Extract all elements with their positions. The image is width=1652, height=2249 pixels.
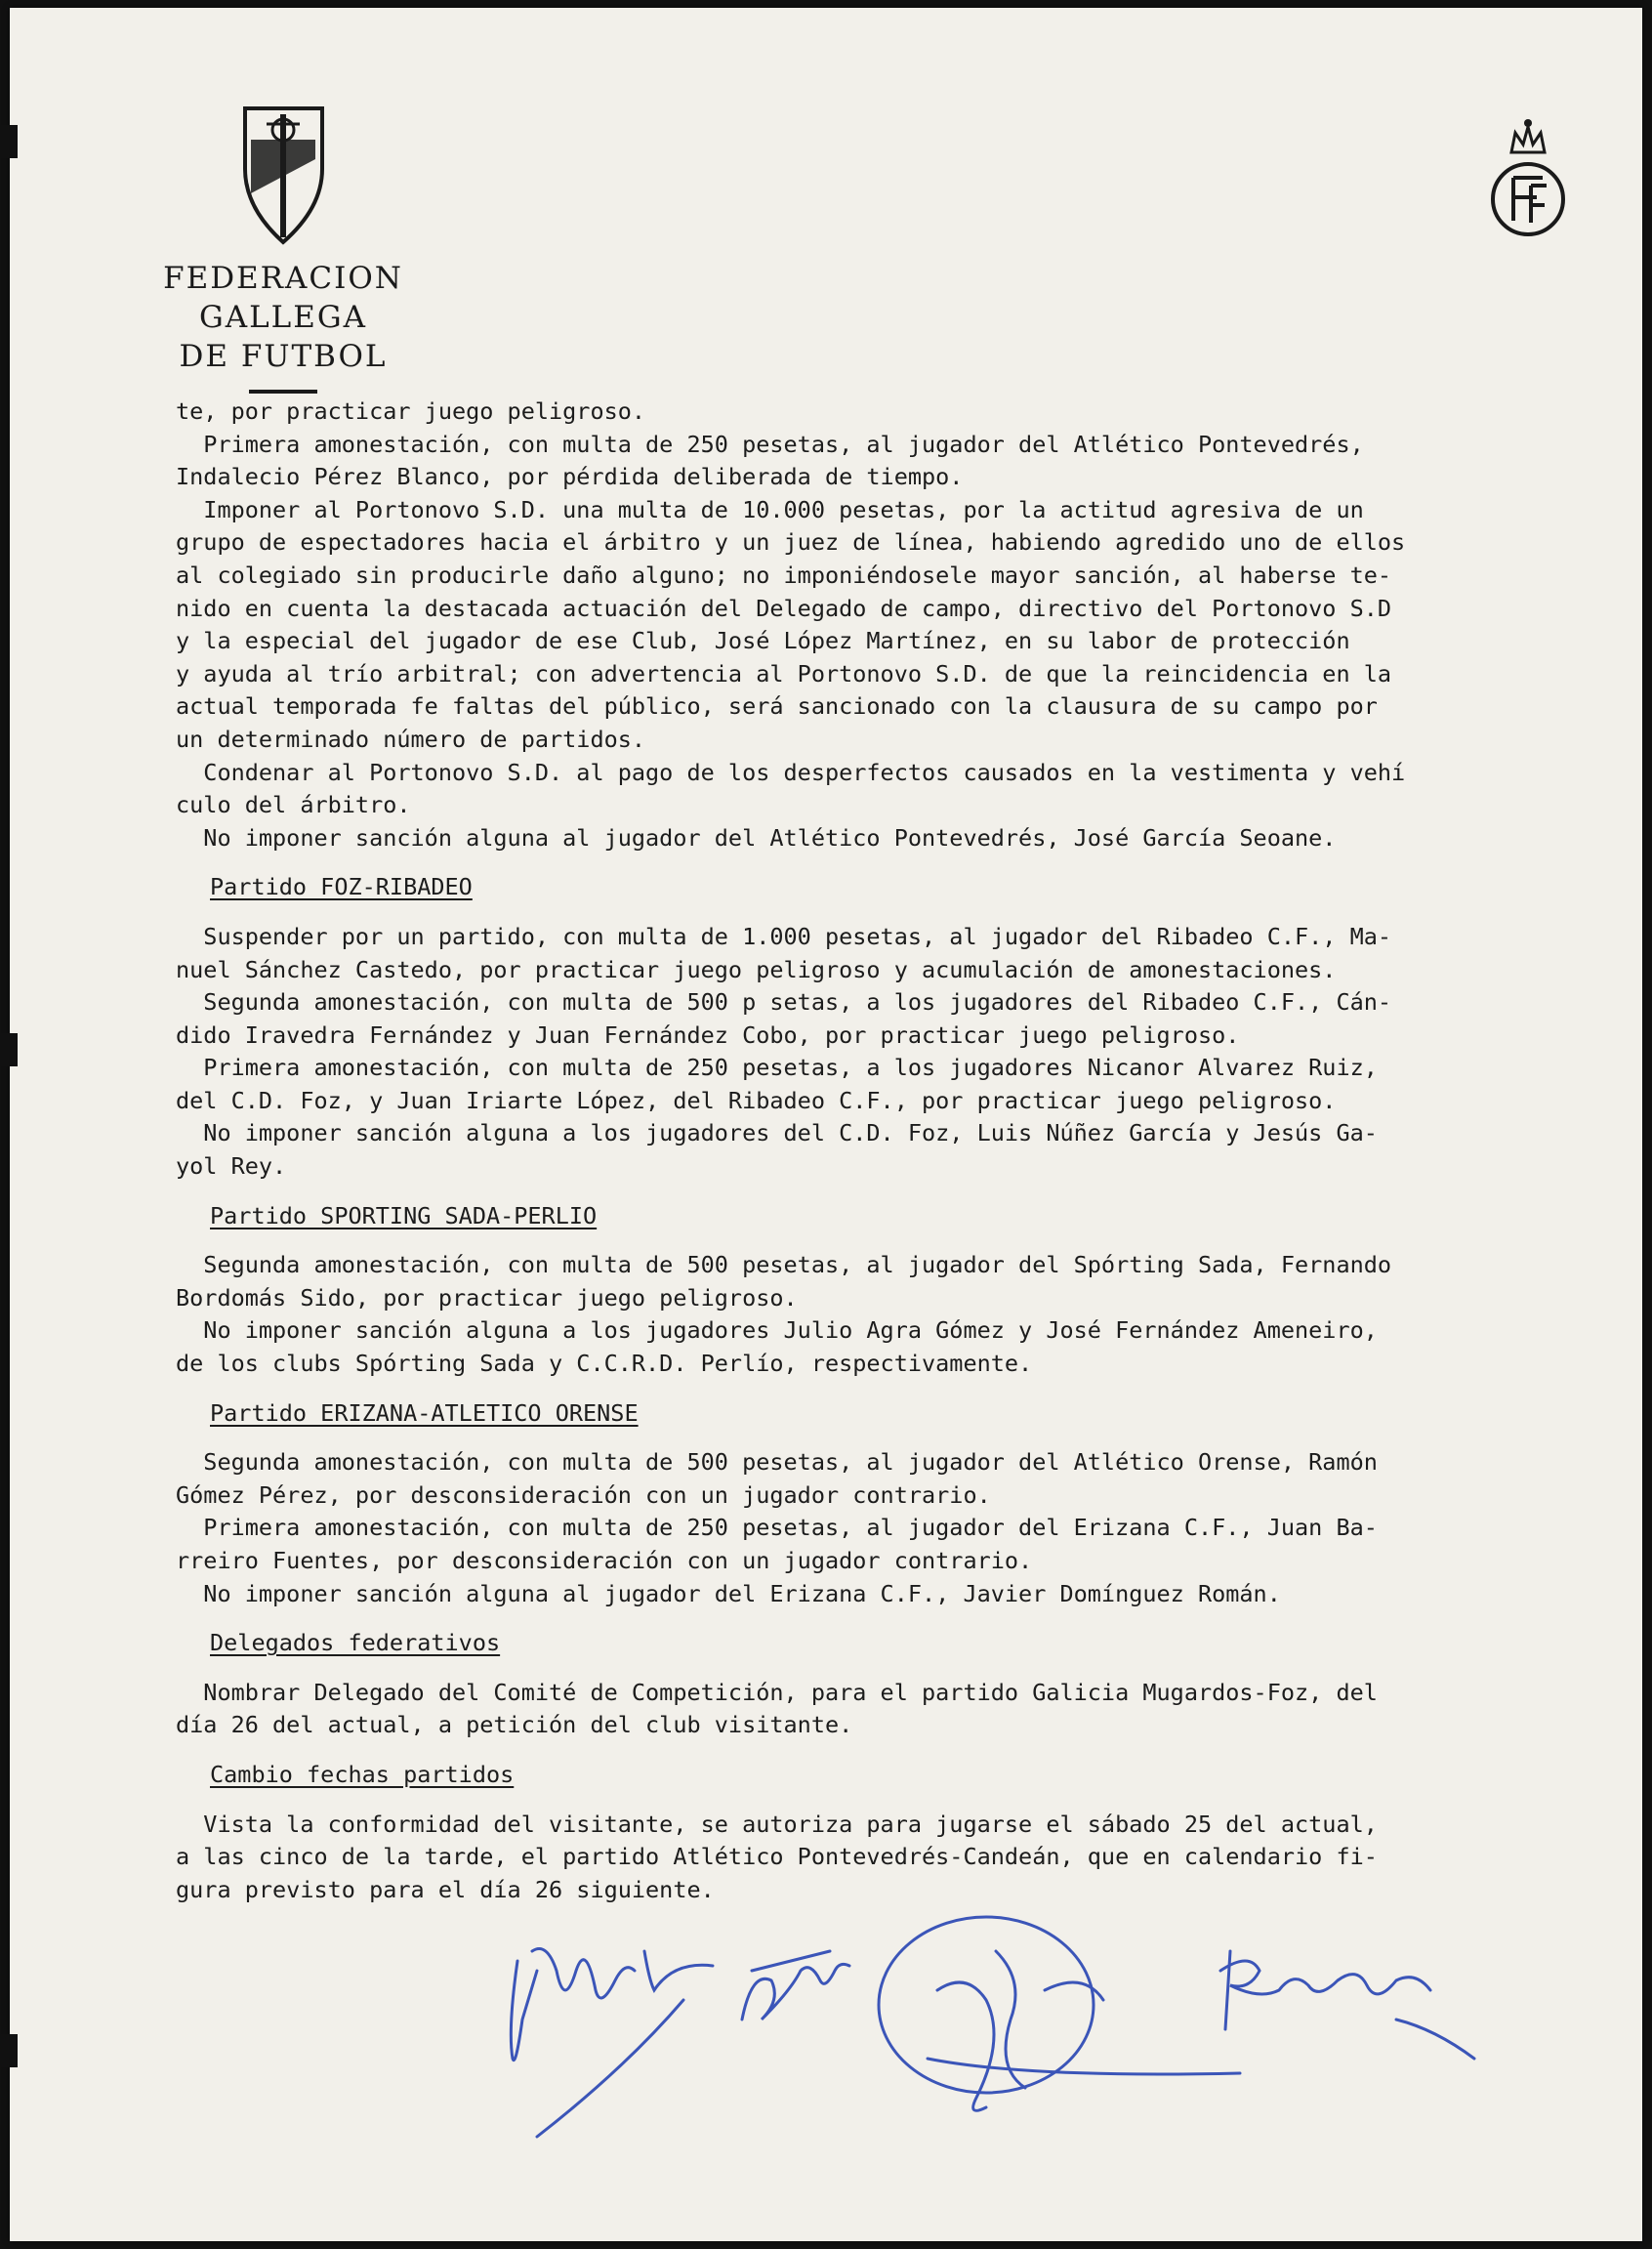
text-line: Vista la conformidad del visitante, se autoriza para jugarse el sábado 25 del actual, <box>176 1810 1378 1838</box>
paragraph-gap <box>176 1184 1611 1200</box>
text-line: rreiro Fuentes, por desconsideración con un jugador contrario. <box>176 1547 1033 1574</box>
text-line: Nombrar Delegado del Comité de Competición, para el partido Galicia Mugardos-Foz, del <box>176 1678 1378 1706</box>
paragraph-gap <box>176 1792 1611 1809</box>
text-line: culo del árbitro. <box>176 791 411 819</box>
text-line: grupo de espectadores hacia el árbitro y un juez de línea, habiendo agredido uno de ellos <box>176 528 1406 557</box>
paragraph-gap <box>176 1742 1611 1759</box>
text-line: gura previsto para el día 26 siguiente. <box>176 1875 715 1903</box>
text-line: Primera amonestación, con multa de 250 pesetas, a los jugadores Nicanor Alvarez Ruiz, <box>176 1054 1378 1082</box>
paragraph-gap <box>176 1232 1611 1249</box>
section-heading: Partido FOZ-RIBADEO <box>210 873 473 901</box>
document-page <box>10 8 1642 2241</box>
letterhead <box>78 101 488 394</box>
text-line: un determinado número de partidos. <box>176 725 646 753</box>
text-line: Suspender por un partido, con multa de 1.000 pesetas, al jugador del Ribadeo C.F., Ma- <box>176 922 1392 950</box>
text-line: te, por practicar juego peligroso. <box>176 397 646 425</box>
text-line: Primera amonestación, con multa de 250 pesetas, al jugador del Atlético Pontevedrés, <box>176 430 1364 458</box>
text-line: a las cinco de la tarde, el partido Atlético Pontevedrés-Candeán, que en calendario fi- <box>176 1843 1378 1871</box>
paragraph-gap <box>176 1430 1611 1446</box>
text-line: y ayuda al trío arbitral; con advertencia al Portonovo S.D. de que la reincidencia en la <box>176 659 1392 687</box>
scan-edge-mark <box>0 2034 18 2067</box>
section-heading: Cambio fechas partidos <box>210 1760 515 1788</box>
paragraph-gap <box>176 1610 1611 1627</box>
organization-name-line1: FEDERACION GALLEGA <box>163 261 403 335</box>
paragraph-gap <box>176 1381 1611 1397</box>
text-line: Imponer al Portonovo S.D. una multa de 10.000 pesetas, por la actitud agresiva de un <box>176 495 1364 523</box>
text-line: Bordomás Sido, por practicar juego peligroso. <box>176 1283 798 1312</box>
section-heading: Delegados federativos <box>210 1629 501 1657</box>
paragraph-gap <box>176 854 1611 871</box>
section-heading: Partido ERIZANA-ATLETICO ORENSE <box>210 1398 639 1427</box>
organization-name-line2: DE FUTBOL <box>179 339 388 374</box>
paragraph-gap <box>176 904 1611 921</box>
text-line: actual temporada fe faltas del público, será sancionado con la clausura de su campo por <box>176 692 1378 721</box>
signature-2-icon <box>742 1951 849 2020</box>
text-line: nido en cuenta la destacada actuación del Delegado de campo, directivo del Portonovo S.D <box>176 594 1392 622</box>
text-line: dido Iravedra Fernández y Juan Fernández Cobo, por practicar juego peligroso. <box>176 1020 1240 1049</box>
text-line: de los clubs Spórting Sada y C.C.R.D. Perlío, respectivamente. <box>176 1350 1033 1378</box>
text-line: Primera amonestación, con multa de 250 pesetas, al jugador del Erizana C.F., Juan Ba- <box>176 1514 1378 1542</box>
text-line: No imponer sanción alguna al jugador del Atlético Pontevedrés, José García Seoane. <box>176 823 1337 852</box>
text-line: Segunda amonestación, con multa de 500 p setas, a los jugadores del Ribadeo C.F., Cán- <box>176 988 1392 1017</box>
text-line: día 26 del actual, a petición del club visitante. <box>176 1711 853 1739</box>
text-line: yol Rey. <box>176 1152 287 1181</box>
resolution-body <box>176 396 1611 1906</box>
text-line: del C.D. Foz, y Juan Iriarte López, del Ribadeo C.F., por practicar juego peligroso. <box>176 1086 1337 1114</box>
signature-4-icon <box>1220 1951 1474 2059</box>
signatures-svg <box>478 1912 1533 2166</box>
signature-3-stamp-icon <box>879 1917 1240 2110</box>
signature-1-icon <box>511 1949 713 2138</box>
text-line: No imponer sanción alguna al jugador del Erizana C.F., Javier Domínguez Román. <box>176 1579 1281 1607</box>
section-heading: Partido SPORTING SADA-PERLIO <box>210 1201 598 1229</box>
scan-edge-mark <box>0 1033 18 1066</box>
text-line: No imponer sanción alguna a los jugadores Julio Agra Gómez y José Fernández Ameneiro, <box>176 1316 1378 1345</box>
text-line: y la especial del jugador de ese Club, José López Martínez, en su labor de protección <box>176 627 1350 655</box>
text-line: Gómez Pérez, por desconsideración con un jugador contrario. <box>176 1480 991 1509</box>
text-line: Condenar al Portonovo S.D. al pago de los desperfectos causados en la vestimenta y vehí <box>176 758 1406 786</box>
header-rule <box>249 390 317 394</box>
text-line: nuel Sánchez Castedo, por practicar juego peligroso y acumulación de amonestaciones. <box>176 955 1337 983</box>
rfef-crown-crest-icon <box>1484 113 1572 240</box>
text-line: Segunda amonestación, con multa de 500 pesetas, al jugador del Spórting Sada, Fernando <box>176 1251 1392 1279</box>
text-line: Segunda amonestación, con multa de 500 pesetas, al jugador del Atlético Orense, Ramón <box>176 1448 1378 1477</box>
text-line: Indalecio Pérez Blanco, por pérdida deliberada de tiempo. <box>176 463 964 491</box>
paragraph-gap <box>176 1660 1611 1677</box>
signature-area <box>478 1912 1533 2166</box>
text-line: al colegiado sin producirle daño alguno; no imponiéndosele mayor sanción, al haberse te- <box>176 561 1392 589</box>
text-line: No imponer sanción alguna a los jugadores del C.D. Foz, Luis Núñez García y Jesús Ga- <box>176 1119 1378 1147</box>
scan-edge-mark <box>0 125 18 158</box>
fgf-shield-emblem-icon <box>237 101 330 247</box>
